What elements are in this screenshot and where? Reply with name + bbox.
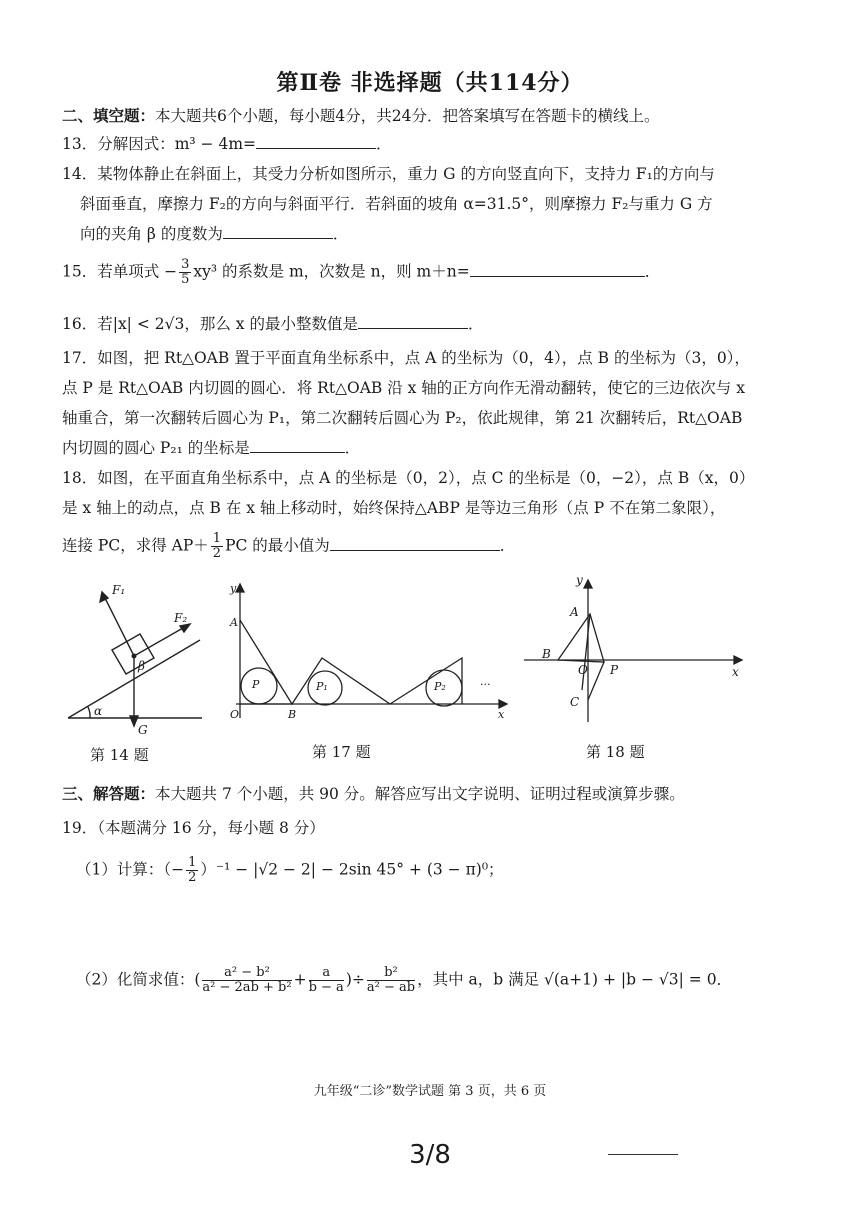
q14-line3: 向的夹角 β 的度数为 [80,225,223,243]
label-y: y [576,573,583,587]
q16-text: 16．若|x| < 2√3，那么 x 的最小整数值是 [62,315,358,333]
q15-prefix: 15．若单项式 − [62,262,178,281]
q19-p2-div: )÷ [345,970,365,989]
q18-line1: 18．如图，在平面直角坐标系中，点 A 的坐标是（0，2），点 C 的坐标是（0，−2），点 B（x，0） [62,469,755,487]
alpha-arc [88,707,90,718]
q17-line3: 轴重合，第一次翻转后圆心为 P₁，第二次翻转后圆心为 P₂，依此规律，第 21 次翻转后，Rt△OAB [62,409,743,427]
label-beta: β [138,659,145,673]
label-o: O [230,708,240,721]
q19-p2-prefix: （2）化简求值：( [76,970,201,989]
q16-answer-blank [358,314,468,329]
q19-p2-f3-den: a² − ab [366,980,416,995]
label-ellipsis: ··· [480,678,491,691]
q14-line1: 14．某物体静止在斜面上，其受力分析如图所示，重力 G 的方向竖直向下，支持力 F₁的方向与 [62,165,715,183]
question-15: 15．若单项式 − $\frac{3}{5}$ xy³ 的系数是 m，次数是 n，则 m＋n= ． [62,257,661,287]
q18-fraction [211,532,223,561]
q17-line4: 内切圆的圆心 P₂₁ 的坐标是 [62,439,250,457]
label-x: x [732,665,739,679]
question-18-end: 连接 PC，求得 AP＋ $\frac{1}{2}$ PC 的最小值为 ． [62,531,516,561]
q15-frac-den: 5 [181,272,190,287]
q18-frac-den: 2 [212,546,222,561]
label-c: C [570,695,580,709]
section2-desc: 本大题共6个小题，每小题4分，共24分．把答案填写在答题卡的横线上。 [155,107,660,125]
q19-p2-plus: + [293,970,307,989]
label-b: B [542,647,551,661]
block-center-dot [132,654,137,659]
label-g: G [138,723,148,737]
figure-18-caption: 第 18 题 [586,743,645,761]
q14-line2: 斜面垂直，摩擦力 F₂的方向与斜面平行．若斜面的坡角 α=31.5°，则摩擦力 F₂与重力 G 方 [80,195,713,213]
question-13: 13．分解因式：m³ − 4m= ． [62,135,392,153]
label-alpha: α [94,704,103,718]
label-a: A [570,605,579,619]
q18-line3-prefix: 连接 PC，求得 AP＋ [62,536,209,555]
q17-answer-blank [250,438,345,453]
section2-heading: 二、填空题： [62,106,156,125]
q18-answer-blank [330,536,500,551]
section3-heading: 三、解答题： [62,784,156,803]
scan-mark [608,1154,678,1155]
q17-line1: 17．如图，把 Rt△OAB 置于平面直角坐标系中，点 A 的坐标为（0，4），点 B 的坐标为（3，0）， [62,349,750,367]
figure-17-caption: 第 17 题 [312,743,371,761]
label-p: P [610,663,619,677]
page-footer: 九年级“二诊”数学试题 第 3 页，共 6 页 [313,1084,547,1099]
page-number: 3/8 [409,1140,451,1170]
label-f1: F₁ [112,583,126,597]
q19-p2-fraction3 [367,966,415,995]
label-f2: F₂ [174,611,188,625]
q19-p1-fraction [186,856,198,885]
q13-answer-blank [256,134,376,149]
q19-p2-f2-den: b − a [308,980,344,995]
q19-p1-suffix: ）⁻¹ − |√2 − 2| − 2sin 45° + (3 − π)⁰； [200,860,504,879]
q19-part2 [76,966,732,995]
label-p1: P₁ [316,680,328,693]
q19-p2-f2-num: a [309,966,344,981]
page-title: 第Ⅱ卷 非选择题（共114分） [276,70,584,96]
q15-fraction [179,258,191,287]
q19-p2-f1-num: a² − b² [202,966,291,981]
q19-header: 19．（本题满分 16 分，每小题 8 分） [62,819,325,837]
section2-line [62,104,659,126]
label-p: P [252,678,260,691]
triangle-abp [558,614,604,662]
q19-p2-fraction1 [202,966,291,995]
section3-line [62,782,685,804]
q19-p1-prefix: （1）计算：（− [76,860,185,879]
question-17-end: 内切圆的圆心 P₂₁ 的坐标是 ． [62,439,361,457]
question-14-end: 向的夹角 β 的度数为 ． [80,225,349,243]
label-y: y [230,582,237,595]
q18-line3-suffix: PC 的最小值为 [225,536,330,555]
label-x: x [498,708,505,721]
figure-17-diagram [222,578,514,728]
question-16: 16．若|x| < 2√3，那么 x 的最小整数值是 ． [62,315,484,333]
q19-p2-suffix: ，其中 a，b 满足 √(a+1) + |b − √3| = 0． [417,970,733,989]
section3-desc: 本大题共 7 个小题，共 90 分。解答应写出文字说明、证明过程或演算步骤。 [155,785,685,803]
label-p2: P₂ [434,680,446,693]
figure-14-caption: 第 14 题 [90,746,149,764]
q17-line2: 点 P 是 Rt△OAB 内切圆的圆心．将 Rt△OAB 沿 x 轴的正方向作无滑动翻转，使它的三边依次与 x [62,379,745,397]
label-a: A [230,616,238,629]
figure-14-diagram [62,578,212,738]
q19-p2-f1-den: a² − 2ab + b² [202,980,292,995]
segment-pc [588,662,604,700]
label-o: O [578,663,588,677]
q19-p2-f3-num: b² [367,966,415,981]
q18-frac-num: 1 [212,531,222,546]
q19-p2-fraction2 [309,966,344,995]
q19-p1-frac-num: 1 [188,855,197,870]
q19-part1 [76,856,504,885]
q18-line2: 是 x 轴上的动点，点 B 在 x 轴上移动时，始终保持△ABP 是等边三角形（点 P 不在第二象限）， [62,499,726,517]
q13-text: 13．分解因式：m³ − 4m= [62,135,257,153]
figure-18-diagram [520,572,752,732]
rolling-triangles [240,620,462,704]
label-b: B [288,708,297,721]
q15-suffix: xy³ 的系数是 m，次数是 n，则 m＋n= [193,262,470,281]
q14-answer-blank [223,224,333,239]
q15-frac-num: 3 [181,257,190,272]
q15-answer-blank [470,262,645,277]
q19-p1-frac-den: 2 [188,870,197,885]
